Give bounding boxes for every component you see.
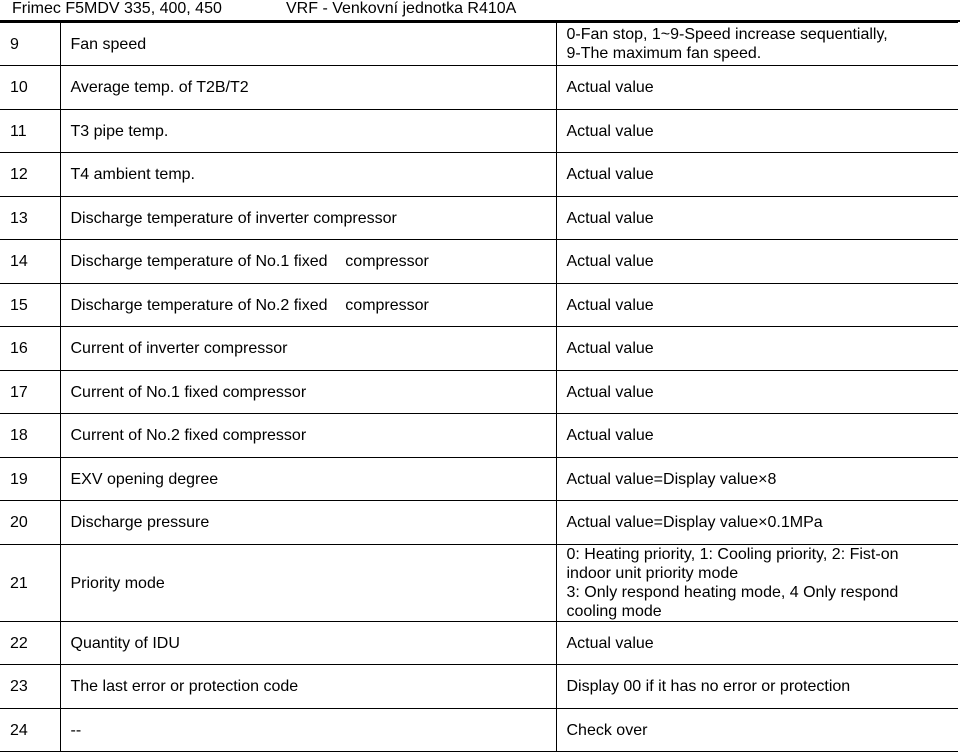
description-line: Actual value (566, 296, 654, 314)
parameter-name: T4 ambient temp. (60, 153, 556, 197)
parameter-name: Current of No.1 fixed compressor (60, 371, 556, 414)
row-number: 21 (0, 545, 60, 622)
parameter-name: Quantity of IDU (60, 622, 556, 665)
description-line: 3: Only respond heating mode, 4 Only respond (566, 584, 899, 601)
parameter-description (556, 501, 958, 545)
description-line: Actual value (566, 383, 654, 401)
description-line: Actual value (566, 122, 654, 140)
row-number: 9 (0, 23, 60, 66)
parameter-name: Priority mode (60, 545, 556, 622)
row-number: 20 (0, 501, 60, 545)
parameter-description (556, 414, 958, 458)
row-number: 22 (0, 622, 60, 665)
parameter-description (556, 23, 958, 66)
description-line: Actual value (566, 340, 654, 357)
description-line: indoor unit priority mode (566, 565, 739, 582)
table-row (0, 545, 958, 622)
description-line: cooling mode (566, 603, 662, 620)
description-line: Actual value=Display value×8 (566, 470, 777, 488)
parameter-name: Current of No.2 fixed compressor (60, 414, 556, 458)
parameter-name: Discharge temperature of inverter compressor (60, 197, 556, 240)
row-number: 13 (0, 197, 60, 240)
parameter-description (556, 665, 958, 709)
header-model-text: Frimec F5MDV 335, 400, 450 (12, 0, 222, 17)
parameter-name: -- (60, 709, 556, 752)
parameter-description (556, 240, 958, 284)
table-row (0, 622, 958, 665)
description-line: Actual value (566, 427, 654, 444)
table-row (0, 665, 958, 709)
parameter-name: T3 pipe temp. (60, 110, 556, 153)
parameter-description (556, 371, 958, 414)
row-number: 12 (0, 153, 60, 197)
table-row (0, 197, 958, 240)
description-line: Actual value (566, 634, 654, 652)
parameter-description (556, 545, 958, 622)
row-number: 23 (0, 665, 60, 709)
page-header (0, 0, 960, 22)
parameter-description (556, 110, 958, 153)
parameter-name: EXV opening degree (60, 458, 556, 501)
description-line: Actual value (566, 79, 654, 96)
table-row (0, 501, 958, 545)
parameter-table-body (0, 23, 958, 752)
description-line: 0: Heating priority, 1: Cooling priority, 2: Fist-on (566, 546, 899, 563)
description-line: 0-Fan stop, 1~9-Speed increase sequentially, (566, 26, 888, 43)
table-row (0, 240, 958, 284)
description-line: Actual value (566, 166, 654, 183)
row-number: 11 (0, 110, 60, 153)
parameter-description (556, 709, 958, 752)
table-row (0, 327, 958, 371)
parameter-name: Discharge temperature of No.1 fixed compressor (60, 240, 556, 284)
parameter-table (0, 22, 958, 752)
table-row (0, 458, 958, 501)
row-number: 24 (0, 709, 60, 752)
table-row (0, 371, 958, 414)
row-number: 18 (0, 414, 60, 458)
description-line: Actual value (566, 209, 654, 227)
row-number: 10 (0, 66, 60, 110)
description-line: Display 00 if it has no error or protection (566, 678, 851, 695)
row-number: 14 (0, 240, 60, 284)
row-number: 16 (0, 327, 60, 371)
parameter-name: Current of inverter compressor (60, 327, 556, 371)
row-number: 15 (0, 284, 60, 327)
parameter-name: Fan speed (60, 23, 556, 66)
row-number: 17 (0, 371, 60, 414)
table-row (0, 414, 958, 458)
parameter-description (556, 66, 958, 110)
description-line: Check over (566, 721, 648, 739)
table-row (0, 110, 958, 153)
parameter-description (556, 622, 958, 665)
parameter-name: Discharge pressure (60, 501, 556, 545)
parameter-description (556, 327, 958, 371)
description-line: Actual value (566, 253, 654, 270)
parameter-name: Average temp. of T2B/T2 (60, 66, 556, 110)
parameter-name: The last error or protection code (60, 665, 556, 709)
table-row (0, 23, 958, 66)
row-number: 19 (0, 458, 60, 501)
parameter-description (556, 197, 958, 240)
header-title-text: VRF - Venkovní jednotka R410A (286, 0, 517, 17)
table-row (0, 153, 958, 197)
table-row (0, 709, 958, 752)
table-row (0, 66, 958, 110)
description-line: Actual value=Display value×0.1MPa (566, 514, 823, 531)
description-line: 9-The maximum fan speed. (566, 45, 762, 62)
parameter-description (556, 284, 958, 327)
table-row (0, 284, 958, 327)
parameter-description (556, 458, 958, 501)
parameter-description (556, 153, 958, 197)
parameter-name: Discharge temperature of No.2 fixed compressor (60, 284, 556, 327)
